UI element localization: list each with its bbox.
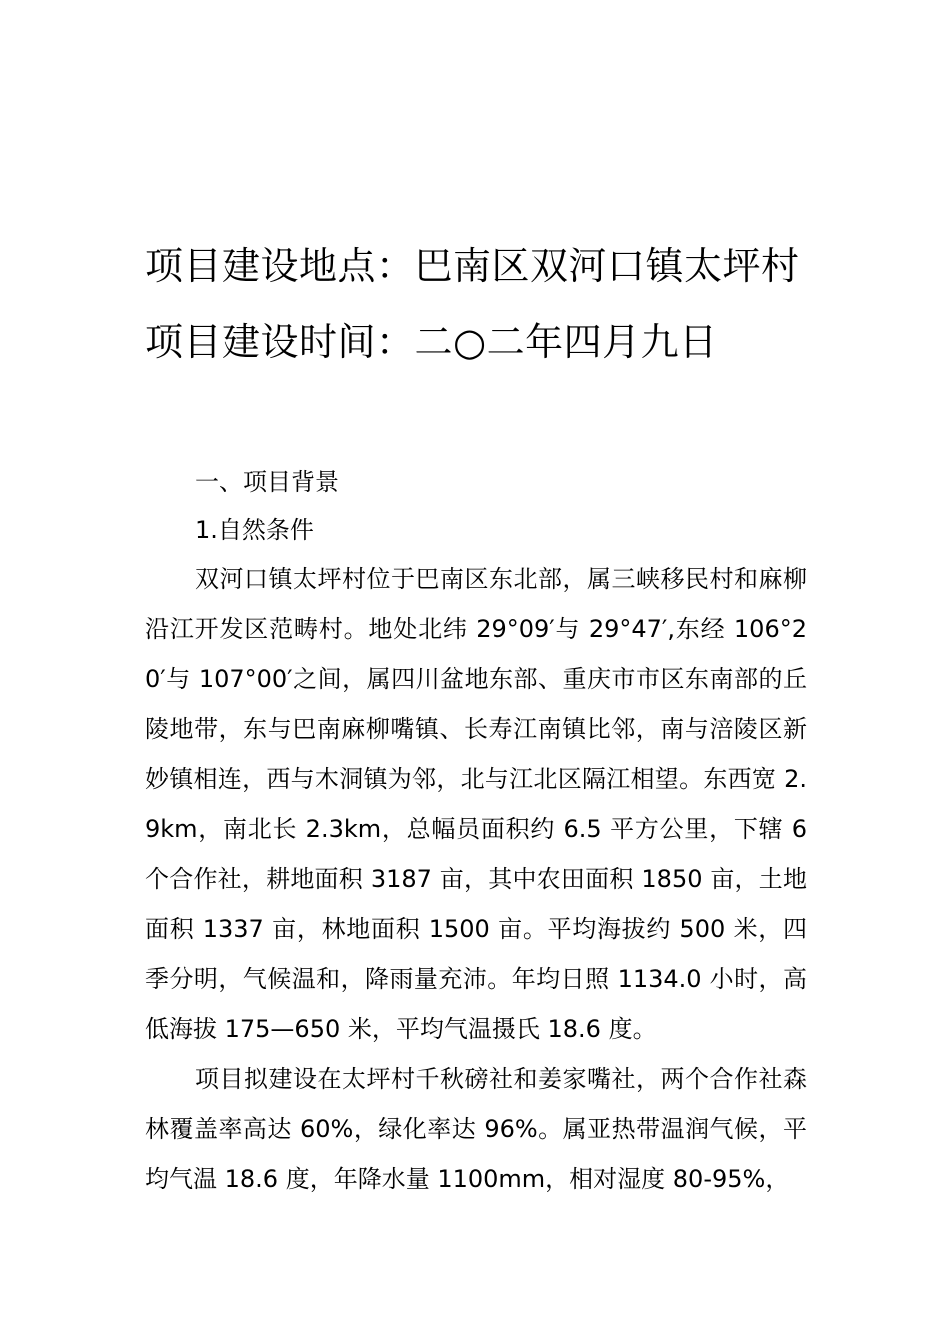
project-time-title: 项目建设时间：二○二年四月九日 bbox=[145, 320, 718, 364]
section-heading: 一、项目背景 bbox=[195, 468, 339, 496]
paragraph-natural-conditions: 双河口镇太坪村位于巴南区东北部，属三峡移民村和麻柳沿江开发区范畴村。地处北纬 29°09′与 29°47′,东经 106°20′与 107°00′之间，属四川盆地东部、重庆市市区东南部的丘陵地带，东与巴南麻柳嘴镇、长寿江南镇比邻，南与涪陵区新妙镇相连，西与木洞镇为邻，北与江北区隔江相望。东西宽 2.9km，南北长 2.3km，总幅员面积约 6.5 平方公里，下辖 6 个合作社，耕地面积 3187 亩，其中农田面积 1850 亩，土地面积 1337 亩，林地面积 1500 亩。平均海拔约 500 米，四季分明，气候温和，降雨量充沛。年均日照 1134.0 小时，高低海拔 175—650 米，平均气温摄氏 18.6 度。 bbox=[145, 565, 807, 1043]
body-block bbox=[145, 458, 807, 1204]
paragraph-project-site: 项目拟建设在太坪村千秋磅社和姜家嘴社，两个合作社森林覆盖率高达 60%，绿化率达 96%。属亚热带温润气候，平均气温 18.6 度，年降水量 1100mm，相对湿度 80-95%， bbox=[145, 1065, 807, 1193]
project-location-title: 项目建设地点：巴南区双河口镇太坪村 bbox=[145, 244, 800, 288]
title-block bbox=[145, 228, 825, 380]
section-subheading: 1.自然条件 bbox=[195, 516, 314, 544]
